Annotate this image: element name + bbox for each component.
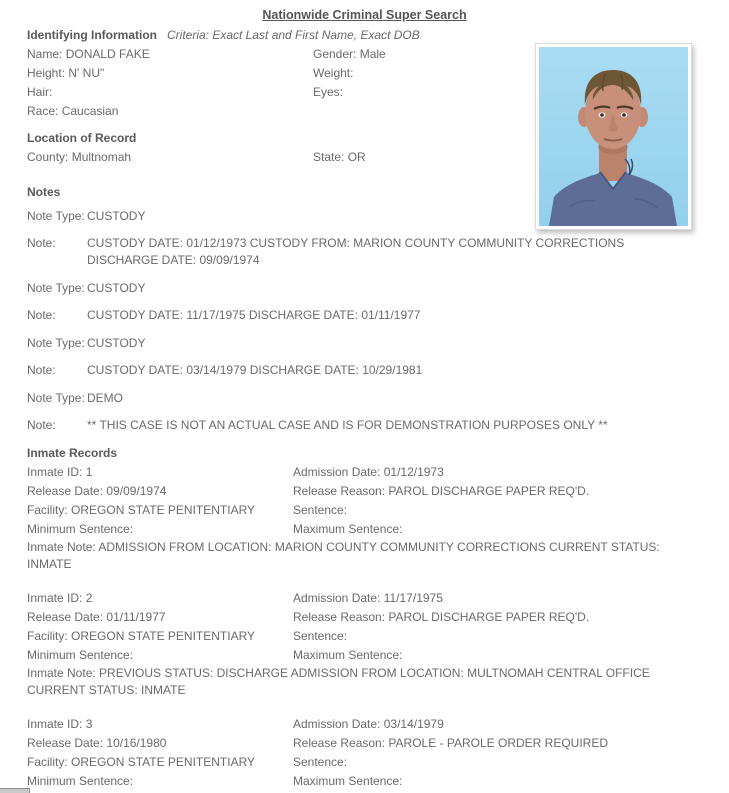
- note-type-label: Note Type:: [27, 209, 85, 223]
- note-type-value: CUSTODY: [87, 335, 146, 350]
- inmate-record: [27, 715, 719, 791]
- note-label: Note:: [27, 308, 56, 322]
- note-value: ** THIS CASE IS NOT AN ACTUAL CASE AND IS FOR DEMONSTRATION PURPOSES ONLY **: [87, 418, 608, 432]
- field-release-date: Release Date: 09/09/1974: [27, 484, 167, 498]
- field-minimum-sentence: Minimum Sentence:: [27, 648, 134, 662]
- field-release-reason: Release Reason: PAROLE - PAROLE ORDER REQUIRED: [293, 736, 609, 750]
- field-eyes: Eyes:: [313, 85, 344, 99]
- note-entry: [27, 329, 719, 357]
- field-release-date: Release Date: 01/11/1977: [27, 610, 166, 624]
- note-entry: [27, 417, 719, 434]
- field-release-reason: Release Reason: PAROL DISCHARGE PAPER REQ'D.: [293, 484, 590, 498]
- field-height: Height: N' NU": [27, 66, 105, 80]
- inmate-note: Inmate Note: PREVIOUS STATUS: DISCHARGE ADMISSION FROM LOCATION: MULTNOMAH CENTRAL OFFICE CURRENT STATUS: INMATE: [27, 666, 650, 697]
- note-label: Note:: [27, 418, 56, 432]
- note-entry: [27, 307, 719, 324]
- note-label: Note:: [27, 363, 56, 377]
- field-inmate-id: Inmate ID: 1: [27, 465, 93, 479]
- field-minimum-sentence: Minimum Sentence:: [27, 774, 134, 788]
- inmate-records-heading: Inmate Records: [27, 446, 118, 460]
- field-sentence: Sentence:: [293, 755, 348, 769]
- field-sentence: Sentence:: [293, 629, 348, 643]
- inmate-records-section-header: [27, 444, 719, 463]
- field-release-date: Release Date: 10/16/1980: [27, 736, 167, 750]
- note-type-value: CUSTODY: [87, 280, 146, 295]
- inmate-record: [27, 463, 719, 573]
- identifying-information-heading: Identifying Information: [27, 28, 157, 42]
- horizontal-scrollbar-thumb[interactable]: [0, 788, 30, 793]
- note-label: Note:: [27, 236, 56, 250]
- note-entry: [27, 235, 719, 269]
- field-weight: Weight:: [313, 66, 354, 80]
- location-of-record-heading: Location of Record: [27, 131, 137, 145]
- field-gender: Gender: Male: [313, 47, 386, 61]
- field-facility: Facility: OREGON STATE PENITENTIARY: [27, 629, 256, 643]
- field-admission-date: Admission Date: 11/17/1975: [293, 591, 443, 605]
- field-inmate-id: Inmate ID: 2: [27, 591, 93, 605]
- inmate-record: [27, 589, 719, 699]
- note-type-label: Note Type:: [27, 336, 85, 350]
- note-type-label: Note Type:: [27, 281, 85, 295]
- field-admission-date: Admission Date: 01/12/1973: [293, 465, 444, 479]
- note-type-value: CUSTODY: [87, 208, 146, 223]
- note-type-label: Note Type:: [27, 391, 85, 405]
- field-facility: Facility: OREGON STATE PENITENTIARY: [27, 503, 256, 517]
- note-value: CUSTODY DATE: 03/14/1979 DISCHARGE DATE: 10/29/1981: [87, 363, 423, 377]
- field-admission-date: Admission Date: 03/14/1979: [293, 717, 444, 731]
- field-state: State: OR: [313, 150, 366, 164]
- inmate-note: Inmate Note: ADMISSION FROM LOCATION: MARION COUNTY COMMUNITY CORRECTIONS CURRENT STATUS: INMATE: [27, 540, 660, 571]
- field-hair: Hair:: [27, 85, 53, 99]
- field-name: Name: DONALD FAKE: [27, 47, 150, 61]
- note-value: CUSTODY DATE: 01/12/1973 CUSTODY FROM: MARION COUNTY COMMUNITY CORRECTIONS DISCHARGE DATE: 09/09/1974: [87, 236, 625, 267]
- field-race: Race: Caucasian: [27, 104, 119, 118]
- search-criteria: Criteria: Exact Last and First Name, Exact DOB: [167, 28, 420, 42]
- note-entry: [27, 274, 719, 302]
- field-maximum-sentence: Maximum Sentence:: [293, 648, 403, 662]
- report-title-text: Nationwide Criminal Super Search: [262, 8, 467, 22]
- field-minimum-sentence: Minimum Sentence:: [27, 522, 134, 536]
- photo-frame: [535, 43, 692, 230]
- report-title: [0, 0, 729, 22]
- field-release-reason: Release Reason: PAROL DISCHARGE PAPER REQ'D.: [293, 610, 590, 624]
- note-value: CUSTODY DATE: 11/17/1975 DISCHARGE DATE: 01/11/1977: [87, 308, 421, 322]
- mugshot-photo: [539, 47, 688, 226]
- note-type-value: DEMO: [87, 390, 123, 405]
- field-maximum-sentence: Maximum Sentence:: [293, 522, 403, 536]
- notes-heading: Notes: [27, 185, 61, 199]
- field-maximum-sentence: Maximum Sentence:: [293, 774, 403, 788]
- note-entry: [27, 384, 719, 412]
- field-facility: Facility: OREGON STATE PENITENTIARY: [27, 755, 256, 769]
- field-county: County: Multnomah: [27, 150, 132, 164]
- note-entry: [27, 362, 719, 379]
- field-sentence: Sentence:: [293, 503, 348, 517]
- field-inmate-id: Inmate ID: 3: [27, 717, 93, 731]
